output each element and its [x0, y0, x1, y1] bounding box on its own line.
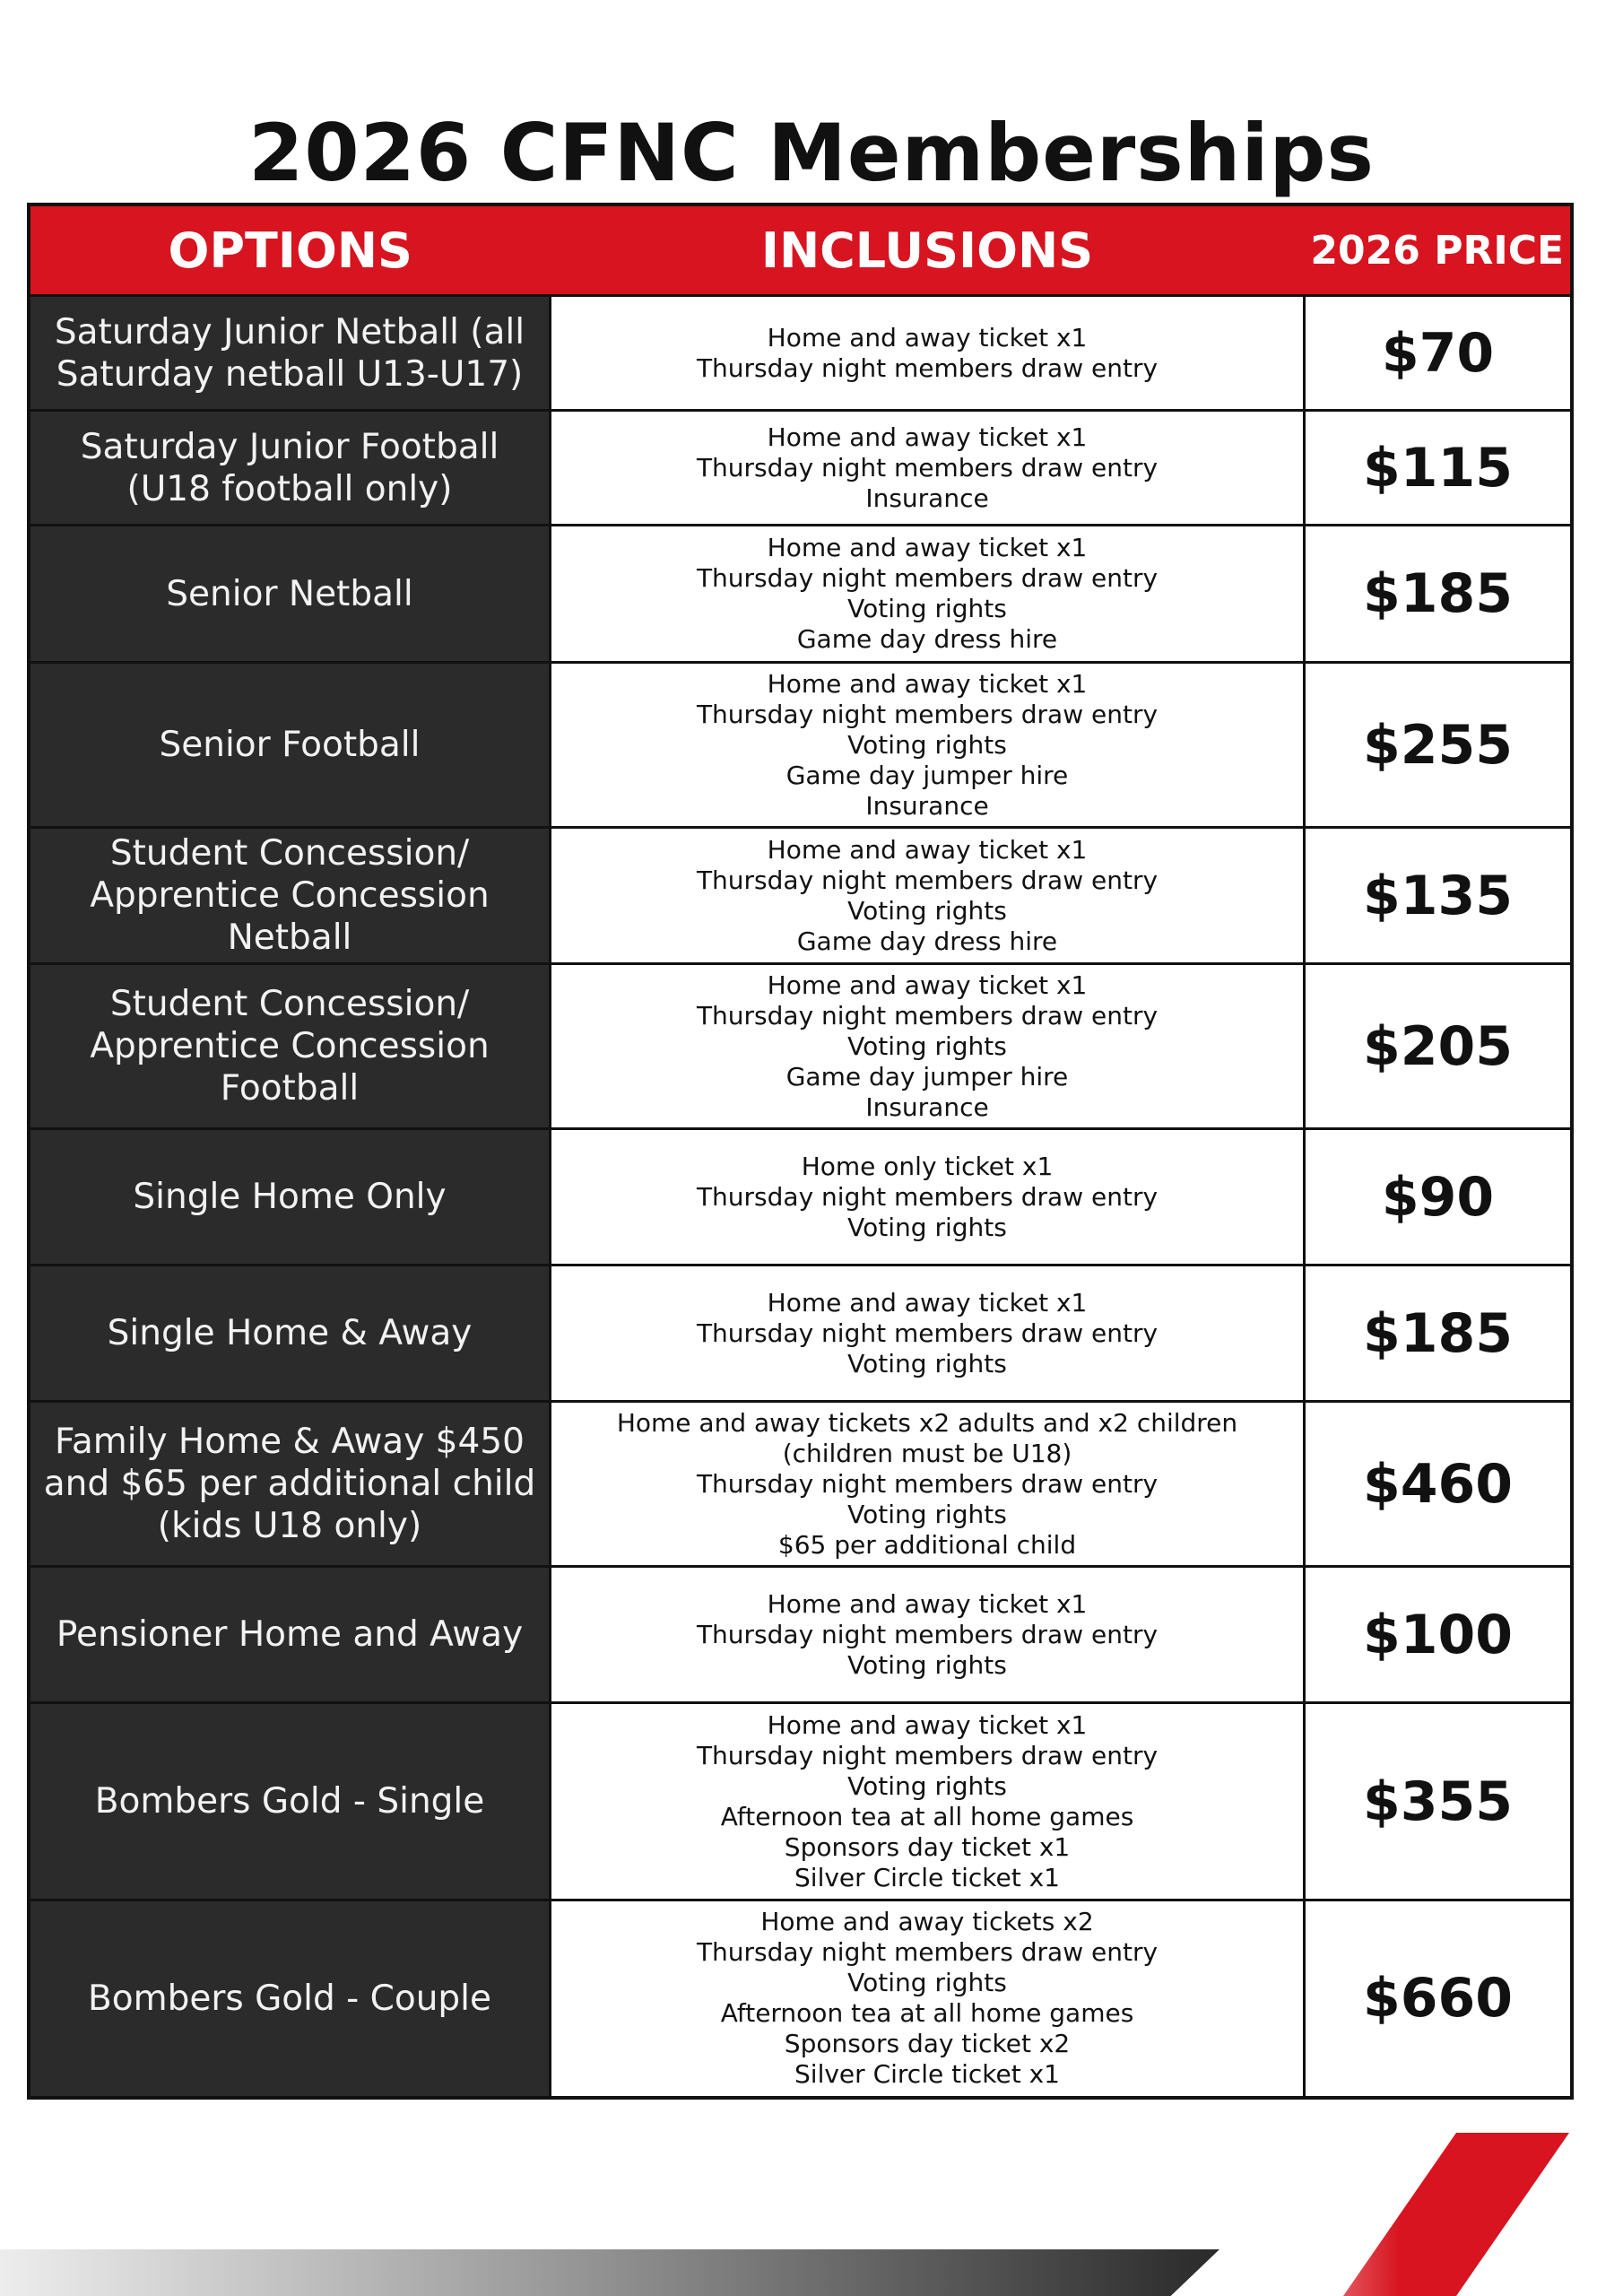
- inclusions-cell: [551, 663, 1305, 828]
- option-label: Single Home & Away: [107, 1313, 473, 1353]
- inclusions-cell: [551, 1265, 1305, 1402]
- inclusion-item: Thursday night members draw entry: [696, 1937, 1159, 1968]
- price-cell: $255: [1305, 663, 1573, 828]
- price-cell: $185: [1305, 526, 1573, 663]
- table-row: [29, 828, 1572, 964]
- table-body: [29, 296, 1572, 2098]
- price-cell: $185: [1305, 1265, 1573, 1402]
- inclusion-item: Game day jumper hire: [785, 760, 1069, 790]
- inclusion-item: Thursday night members draw entry: [696, 1619, 1159, 1649]
- inclusion-item: Voting rights: [847, 1031, 1007, 1061]
- option-cell: [29, 828, 551, 964]
- inclusion-item: Thursday night members draw entry: [696, 452, 1159, 483]
- inclusion-item: Home and away ticket x1: [767, 422, 1088, 452]
- table-row: [29, 1567, 1572, 1703]
- inclusions-cell: [551, 1402, 1305, 1567]
- inclusion-item: Voting rights: [847, 895, 1007, 926]
- inclusions-cell: [551, 1129, 1305, 1265]
- price-cell: $115: [1305, 411, 1573, 526]
- inclusion-item: Thursday night members draw entry: [696, 865, 1159, 895]
- inclusions-cell: [551, 1567, 1305, 1703]
- inclusion-item: (children must be U18): [782, 1438, 1072, 1468]
- inclusions-cell: [551, 1900, 1305, 2098]
- inclusion-item: Home and away ticket x1: [767, 1588, 1088, 1619]
- inclusions-cell: [551, 828, 1305, 964]
- option-label: Single Home Only: [133, 1177, 447, 1217]
- price-cell: $205: [1305, 964, 1573, 1129]
- inclusion-item: Voting rights: [847, 729, 1007, 760]
- inclusion-item: Thursday night members draw entry: [696, 1468, 1159, 1499]
- table-row: [29, 526, 1572, 663]
- inclusion-item: Home and away ticket x1: [767, 1709, 1088, 1740]
- table-row: [29, 411, 1572, 526]
- inclusion-item: Silver Circle ticket x1: [794, 1862, 1060, 1892]
- inclusion-item: Home and away ticket x1: [767, 834, 1088, 865]
- table-row: [29, 1129, 1572, 1265]
- table-row: [29, 1402, 1572, 1567]
- option-cell: [29, 1129, 551, 1265]
- price-cell: $460: [1305, 1402, 1573, 1567]
- inclusions-cell: [551, 411, 1305, 526]
- inclusion-item: Sponsors day ticket x1: [784, 1831, 1071, 1862]
- inclusion-item: Insurance: [865, 790, 989, 821]
- price-cell: $100: [1305, 1567, 1573, 1703]
- table-row: [29, 296, 1572, 411]
- inclusion-item: Silver Circle ticket x1: [794, 2059, 1060, 2090]
- inclusion-item: Voting rights: [847, 1348, 1007, 1378]
- option-cell: [29, 1402, 551, 1567]
- inclusion-item: Home and away ticket x1: [767, 322, 1088, 352]
- price-cell: $660: [1305, 1900, 1573, 2098]
- inclusion-item: Thursday night members draw entry: [696, 1000, 1159, 1031]
- option-cell: [29, 964, 551, 1129]
- table-header-row: [29, 204, 1572, 296]
- option-label: Pensioner Home and Away: [56, 1614, 524, 1655]
- inclusion-item: Thursday night members draw entry: [696, 699, 1159, 729]
- inclusion-item: Game day jumper hire: [785, 1061, 1069, 1091]
- option-cell: [29, 1265, 551, 1402]
- inclusions-cell: [551, 964, 1305, 1129]
- inclusion-item: Thursday night members draw entry: [696, 563, 1159, 593]
- table-row: [29, 1265, 1572, 1402]
- inclusion-item: Afternoon tea at all home games: [720, 1998, 1134, 2029]
- header-options: OPTIONS: [29, 204, 551, 296]
- inclusion-item: Home and away tickets x2 adults and x2 children: [616, 1407, 1238, 1438]
- inclusion-item: Thursday night members draw entry: [696, 1740, 1159, 1770]
- price-cell: $90: [1305, 1129, 1573, 1265]
- option-label: Saturday Junior Netball (all Saturday netball U13-U17): [54, 311, 525, 395]
- price-cell: $355: [1305, 1703, 1573, 1900]
- inclusions-cell: [551, 296, 1305, 411]
- option-label: Senior Football: [159, 725, 421, 765]
- table-row: [29, 964, 1572, 1129]
- inclusion-item: Home and away ticket x1: [767, 668, 1088, 699]
- price-cell: $135: [1305, 828, 1573, 964]
- option-cell: [29, 1703, 551, 1900]
- table-row: [29, 663, 1572, 828]
- inclusion-item: Thursday night members draw entry: [696, 352, 1159, 383]
- inclusion-item: Voting rights: [847, 1968, 1007, 1998]
- option-label: Senior Netball: [166, 573, 413, 614]
- inclusion-item: Thursday night members draw entry: [696, 1181, 1159, 1212]
- option-cell: [29, 526, 551, 663]
- inclusion-item: Home only ticket x1: [801, 1151, 1054, 1181]
- inclusion-item: Afternoon tea at all home games: [720, 1801, 1134, 1831]
- option-cell: [29, 663, 551, 828]
- option-cell: [29, 1567, 551, 1703]
- option-label: Student Concession/ Apprentice Concession Netball: [90, 833, 490, 958]
- decorative-red-stripe: [1193, 2133, 1569, 2296]
- inclusion-item: Insurance: [865, 483, 989, 513]
- page-title: 2026 CFNC Memberships: [248, 106, 1375, 199]
- inclusion-item: Voting rights: [847, 594, 1007, 623]
- option-label: Bombers Gold - Single: [94, 1781, 485, 1822]
- inclusion-item: Home and away ticket x1: [767, 970, 1088, 1000]
- inclusion-item: Voting rights: [847, 1770, 1007, 1801]
- inclusion-item: Sponsors day ticket x2: [784, 2029, 1071, 2059]
- inclusion-item: Home and away ticket x1: [767, 1287, 1088, 1318]
- inclusion-item: $65 per additional child: [777, 1529, 1077, 1560]
- inclusion-item: Voting rights: [847, 1212, 1007, 1242]
- membership-table: [27, 203, 1574, 2100]
- option-cell: [29, 1900, 551, 2098]
- price-cell: $70: [1305, 296, 1573, 411]
- inclusions-cell: [551, 1703, 1305, 1900]
- header-inclusions: INCLUSIONS: [551, 204, 1305, 296]
- inclusion-item: Game day dress hire: [796, 926, 1058, 956]
- table-row: [29, 1703, 1572, 1900]
- inclusion-item: Home and away tickets x2: [760, 1907, 1094, 1937]
- inclusion-item: Voting rights: [847, 1499, 1007, 1529]
- option-label: Bombers Gold - Couple: [87, 1978, 492, 2019]
- inclusion-item: Thursday night members draw entry: [696, 1318, 1159, 1348]
- inclusions-cell: [551, 526, 1305, 663]
- option-label: Saturday Junior Football (U18 football only): [80, 426, 499, 509]
- table-row: [29, 1900, 1572, 2098]
- decorative-grey-stripe: [0, 2249, 1219, 2296]
- option-cell: [29, 411, 551, 526]
- inclusion-item: Game day dress hire: [796, 624, 1058, 654]
- inclusion-item: Insurance: [865, 1091, 989, 1122]
- option-label: Family Home & Away $450 and $65 per additional child (kids U18 only): [43, 1422, 536, 1546]
- inclusion-item: Home and away ticket x1: [767, 533, 1088, 562]
- inclusion-item: Voting rights: [847, 1649, 1007, 1680]
- option-cell: [29, 296, 551, 411]
- header-price: 2026 PRICE: [1305, 204, 1573, 296]
- option-label: Student Concession/ Apprentice Concession Football: [90, 984, 490, 1109]
